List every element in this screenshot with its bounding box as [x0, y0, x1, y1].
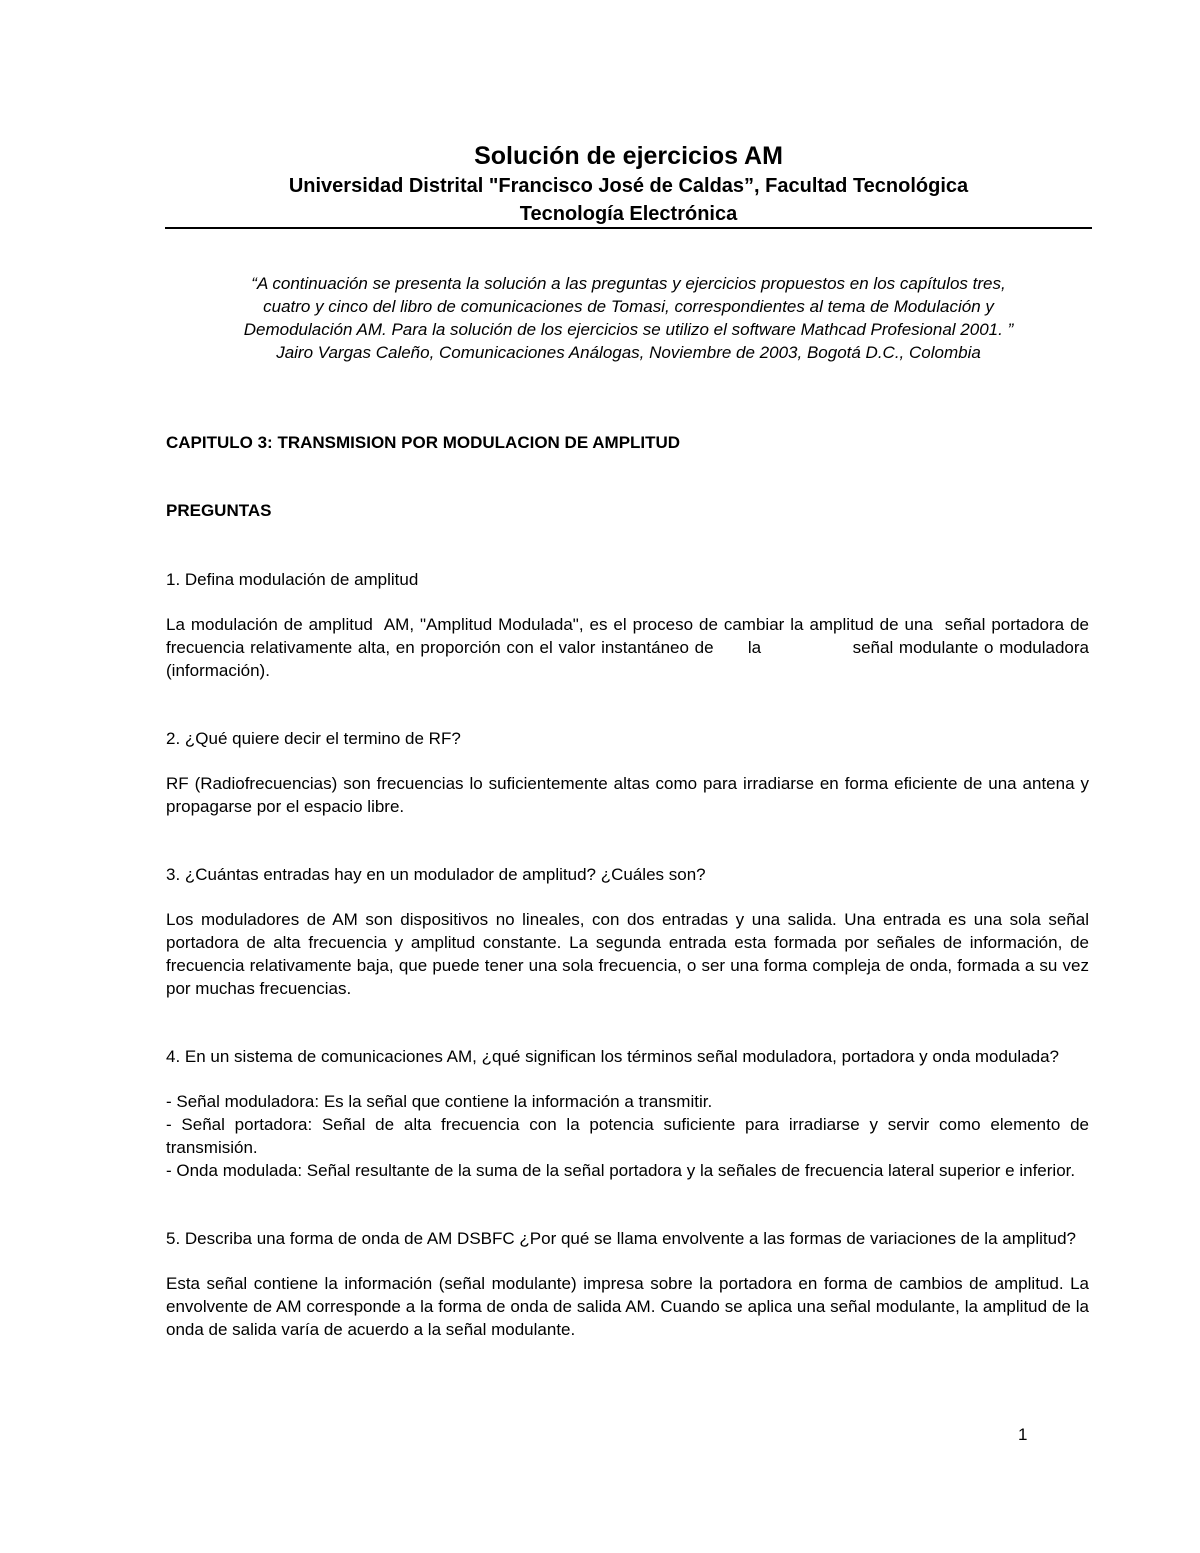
intro-quote [165, 272, 1092, 364]
answer-4-item: - Onda modulada: Señal resultante de la suma de la señal portadora y la señales de frecuencia lateral superior e inferior. [166, 1161, 1076, 1180]
question-2: 2. ¿Qué quiere decir el termino de RF? [166, 729, 461, 748]
answer-4-item: - Señal moduladora: Es la señal que contiene la información a transmitir. [166, 1092, 713, 1111]
intro-line: Demodulación AM. Para la solución de los ejercicios se utilizo el software Mathcad Profesional 2001. ” [243, 320, 1014, 339]
answer-4-item: - Señal portadora: Señal de alta frecuencia con la potencia suficiente para irradiarse y servir como elemento de transmisión. [166, 1115, 1089, 1157]
header-divider [165, 227, 1092, 229]
page-number: 1 [1018, 1425, 1028, 1444]
answer-3: Los moduladores de AM son dispositivos no lineales, con dos entradas y una salida. Una entrada es una sola señal portadora de alta frecuencia y amplitud constante. La segunda entrada esta formada por señales de información, de frecuencia relativamente baja, que puede tener una sola frecuencia, o ser una forma compleja de onda, formada a su vez por muchas frecuencias. [166, 910, 1089, 998]
section-heading: PREGUNTAS [166, 501, 272, 520]
answer-1: La modulación de amplitud AM, "Amplitud Modulada", es el proceso de cambiar la amplitud de una señal portadora de frecuencia relativamente alta, en proporción con el valor instantáneo de la señal modulante o moduladora (información). [166, 615, 1094, 680]
chapter-heading: CAPITULO 3: TRANSMISION POR MODULACION DE AMPLITUD [166, 433, 681, 452]
answer-5: Esta señal contiene la información (señal modulante) impresa sobre la portadora en forma de cambios de amplitud. La envolvente de AM corresponde a la forma de onda de salida AM. Cuando se aplica una señal modulante, la amplitud de la onda de salida varía de acuerdo a la señal modulante. [166, 1274, 1089, 1339]
document-body [166, 431, 1094, 1386]
question-1: 1. Defina modulación de amplitud [166, 570, 419, 589]
institution-line: Universidad Distrital "Francisco José de Caldas”, Facultad Tecnológica [288, 175, 969, 197]
intro-line: “A continuación se presenta la solución a las preguntas y ejercicios propuestos en los capítulos tres, [251, 274, 1006, 293]
question-3: 3. ¿Cuántas entradas hay en un modulador de amplitud? ¿Cuáles son? [166, 865, 706, 884]
answer-4 [166, 1090, 1089, 1182]
program-line: Tecnología Electrónica [519, 203, 738, 225]
question-4: 4. En un sistema de comunicaciones AM, ¿qué significan los términos señal moduladora, portadora y onda modulada? [166, 1047, 1060, 1066]
answer-2: RF (Radiofrecuencias) son frecuencias lo suficientemente altas como para irradiarse en forma eficiente de una antena y propagarse por el espacio libre. [166, 774, 1089, 816]
document-title: Solución de ejercicios AM [474, 142, 783, 170]
intro-line: Jairo Vargas Caleño, Comunicaciones Análogas, Noviembre de 2003, Bogotá D.C., Colombia [276, 343, 981, 362]
intro-line: cuatro y cinco del libro de comunicaciones de Tomasi, correspondientes al tema de Modulación y [263, 297, 994, 316]
document-header [165, 140, 1092, 228]
question-5: 5. Describa una forma de onda de AM DSBFC ¿Por qué se llama envolvente a las formas de variaciones de la amplitud? [166, 1229, 1076, 1248]
